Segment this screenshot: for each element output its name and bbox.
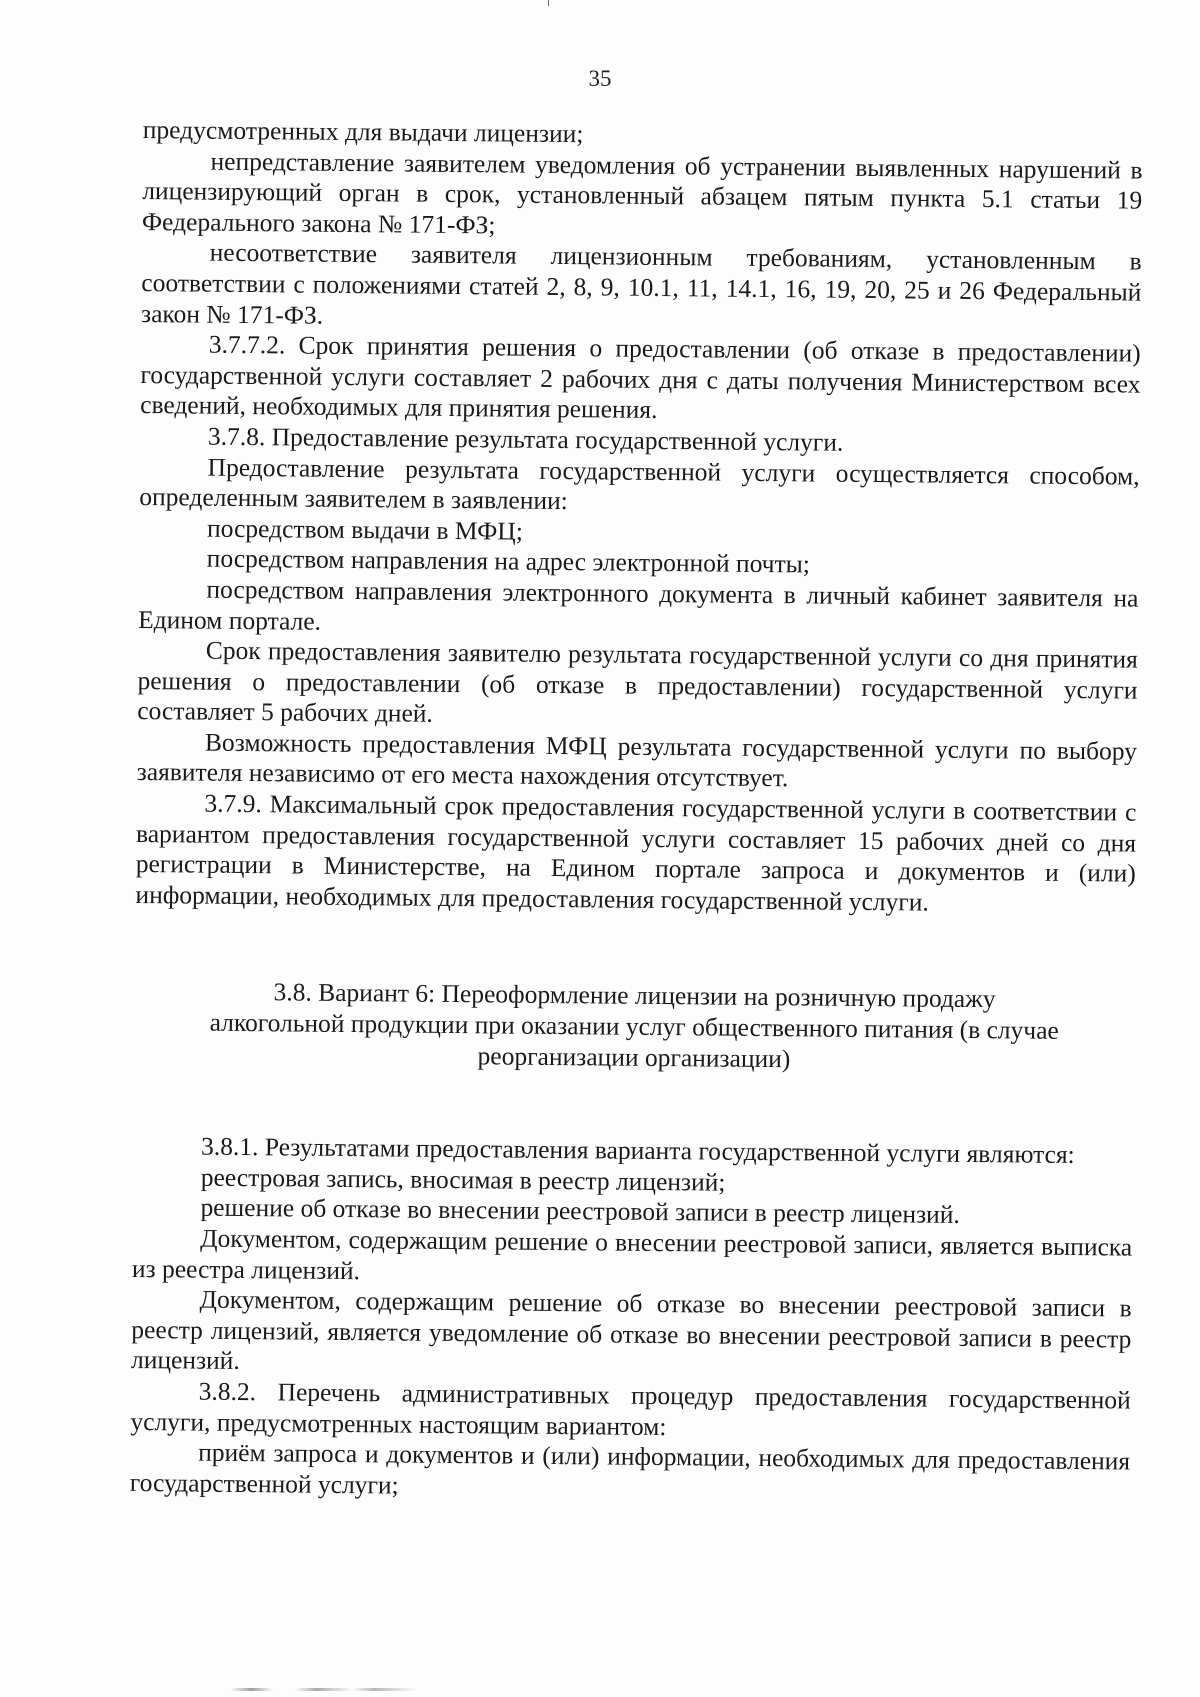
paragraph: реестровая запись, вносимая в реестр лицензий; [200,1162,726,1197]
paragraph: 3.8.2. Перечень административных процедур предоставления государственной услуги, предусмотренных настоящим вариантом: [130,1376,1131,1441]
paragraph: несоответствие заявителя лицензионным требованиям, установленным в соответствии с положениями статей 2, 8, 9, 10.1, 11, 14.1, 16, 19, 20, 25 и 26 Федеральный закон № 171-ФЗ. [140,238,1142,330]
paragraph: посредством направления электронного документа в личный кабинет заявителя на Едином портале. [138,574,1139,636]
paragraph: 3.7.7.2. Срок принятия решения о предоставлении (об отказе в предоставлении) государственной услуги составляет 2 рабочих дня с даты получения Министерством всех сведений, необходимых для принятия решения. [140,329,1141,425]
section-heading [134,976,1135,1077]
paragraph: Предоставление результата государственной услуги осуществляется способом, определенным заявителем в заявлении: [139,452,1140,516]
scan-artifact [230,1688,590,1691]
paragraph: 3.7.8. Предоставление результата государственной услуги. [207,421,844,457]
spacer [133,1068,1134,1141]
section-heading-line: реорганизации организации) [477,1040,791,1073]
paragraph: посредством направления на адрес электронной почты; [206,543,811,579]
paragraph: Документом, содержащим решение об отказе во внесении реестровой записи в реестр лицензий, является уведомление об отказе во внесении реестровой записи в реестр лицензий. [130,1284,1132,1376]
paragraph: 3.8.1. Результатами предоставления варианта государственной услуги являются: [200,1131,1075,1170]
paragraph: предусмотренных для выдачи лицензии; [142,115,584,149]
paragraph: Срок предоставления заявителю результата государственной услуги со дня принятия решения о предоставлении (об отказе в предоставлении) государственной услуги составляет 5 рабочих дней. [137,635,1138,729]
page-number: 35 [588,66,612,91]
scan-artifact [548,0,549,6]
document-body [130,115,1143,1508]
paragraph: непредставление заявителем уведомления об устранении выявленных нарушений в лицензирующий орган в срок, установленный абзацем пятым пункта 5.1 статьи 19 Федерального закона № 171-ФЗ; [141,146,1143,240]
paragraph: Документом, содержащим решение о внесении реестровой записи, является выписка из реестра лицензий. [131,1223,1133,1285]
section-heading-line: алкогольной продукции при оказании услуг общественного питания (в случае [209,1007,1059,1045]
section-heading-line: 3.8. Вариант 6: Переоформление лицензии на розничную продажу [273,977,996,1014]
paragraph: 3.7.9. Максимальный срок предоставления государственной услуги в соответствии с вариантом предоставления государственной услуги составляет 15 рабочих дней со дня регистрации в Министерстве, на Едином портале запроса и документов и (или) информации, необходимых для предоставления государственной услуги. [135,788,1137,917]
paragraph: приём запроса и документов и (или) информации, необходимых для предоставления государственной услуги; [129,1437,1131,1500]
paragraph: решение об отказе во внесении реестровой записи в реестр лицензий. [200,1193,960,1230]
paragraph: посредством выдачи в МФЦ; [206,513,524,546]
paragraph: Возможность предоставления МФЦ результата государственной услуги по выбору заявителя независимо от его места нахождения отсутствует. [136,727,1138,793]
